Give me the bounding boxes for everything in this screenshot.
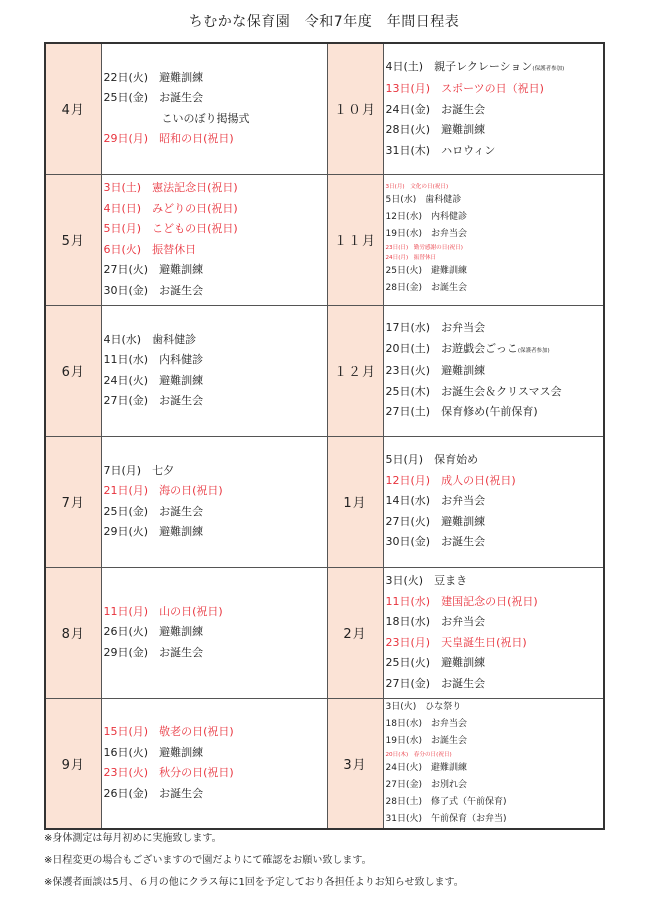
event-text: 26日(火) 避難訓練 [103,625,204,639]
event-item [386,253,604,263]
month-cell: 6月 [45,305,101,436]
event-text: 3日(土) 憲法記念日(祝日) [103,181,238,194]
event-item [386,141,604,162]
event-text: 19日(水) お誕生会 [385,735,467,746]
event-text: 31日(火) 午前保育（お弁当) [385,813,507,824]
event-item [104,622,327,643]
event-text: 24日(月) 振替休日 [385,255,437,261]
event-text: 22日(火) 避難訓練 [103,70,204,84]
event-item [104,129,327,150]
event-item [104,522,327,543]
month-cell: 8月 [45,567,101,698]
event-text: 3日(火) 豆まき [385,574,468,587]
events-cell [383,698,604,829]
events-cell [101,698,327,829]
event-text: 16日(火) 避難訓練 [103,745,204,759]
event-text: 3日(火) ひな祭り [385,701,462,712]
event-text: 27日(土) 保育修め(午前保育) [385,405,538,419]
event-item [104,602,327,623]
event-item [386,120,604,141]
event-item [104,784,327,805]
note-schedule-change: ※日程変更の場合もございますので園だよりにて確認をお願い致します。 [44,855,372,866]
event-text: 17日(水) お弁当会 [385,321,486,335]
event-text: 5日(水) 歯科健診 [385,195,462,205]
event-item [386,491,604,512]
events-cell [383,567,604,698]
events-cell [383,43,604,174]
event-text: 23日(火) 避難訓練 [385,364,486,378]
event-text: 27日(火) 避難訓練 [103,263,204,276]
event-item [104,281,327,302]
note-measurement: ※身体測定は毎月初めに実施致します。 [44,833,222,844]
event-item [104,350,327,371]
events-cell [101,567,327,698]
page-title: ちむかな保育園 令和7年度 年間日程表 [188,14,460,30]
event-text: 24日(火) 避難訓練 [385,762,467,773]
event-item [104,502,327,523]
notes [44,828,644,894]
event-text: 12日(水) 内科健診 [385,212,467,222]
event-text: 31日(木) ハロウィン [385,143,496,157]
event-item [386,339,604,362]
event-text: 30日(金) お誕生会 [385,535,486,549]
event-item [386,571,604,592]
event-text: 28日(土) 修了式（午前保育) [385,796,507,807]
events-cell [101,436,327,567]
event-item [104,260,327,281]
table-row [45,567,604,698]
month-cell: １２月 [327,305,383,436]
event-item [386,79,604,100]
events-cell [101,43,327,174]
event-text: 27日(金) お誕生会 [103,394,204,407]
event-item [386,760,604,777]
event-text: 12日(月) 成人の日(祝日) [385,473,516,487]
event-item [386,777,604,794]
event-text: 23日(火) 秋分の日(祝日) [103,766,234,779]
event-item [386,733,604,750]
month-cell: 5月 [45,174,101,305]
event-item [104,109,327,130]
event-text: 24日(火) 避難訓練 [103,373,204,387]
event-text: 11日(月) 山の日(祝日) [103,604,223,618]
event-item [104,330,327,351]
events-cell [383,305,604,436]
schedule-table [44,42,605,830]
event-text: 15日(月) 敬老の日(祝日) [103,725,234,738]
month-cell: １０月 [327,43,383,174]
event-item [104,481,327,502]
event-text: 27日(金) お誕生会 [385,676,486,690]
event-item [386,450,604,471]
month-cell: １１月 [327,174,383,305]
event-text: 25日(金) お誕生会 [103,504,204,518]
event-item [386,653,604,674]
event-item [386,716,604,733]
event-item [386,280,604,297]
event-item [104,371,327,392]
month-cell: 4月 [45,43,101,174]
event-item [386,750,604,760]
events-cell [383,174,604,305]
event-text: 27日(火) 避難訓練 [385,514,486,528]
event-item [386,794,604,811]
event-text: 25日(火) 避難訓練 [385,656,486,669]
event-item [386,382,604,403]
month-cell: 1月 [327,436,383,567]
events-cell [383,436,604,567]
event-item [386,226,604,243]
event-item [104,199,327,220]
event-text: 18日(水) お弁当会 [385,615,486,628]
event-text: 23日(月) 天皇誕生日(祝日) [385,635,527,649]
events-cell [101,305,327,436]
event-item [386,471,604,492]
event-item [386,532,604,553]
event-text: 25日(火) 避難訓練 [385,266,467,276]
event-text: 19日(水) お弁当会 [385,229,467,239]
event-item [104,763,327,784]
note-parent-interview: ※保護者面談は5月、６月の他にクラス毎に1回を予定しており各担任よりお知らせ致します。 [44,877,464,888]
event-item [104,722,327,743]
event-text: 20日(土) お遊戯会ごっこ [385,341,518,355]
month-cell: 9月 [45,698,101,829]
event-text: 13日(月) スポーツの日（祝日) [385,82,544,95]
month-cell: 7月 [45,436,101,567]
event-text: 25日(金) お誕生会 [103,91,204,105]
table-row [45,43,604,174]
event-text: 4日(土) 親子レクレーション [385,59,533,73]
event-text: 29日(月) 昭和の日(祝日) [103,132,234,146]
table-row [45,174,604,305]
event-text: 6日(火) 振替休日 [103,242,197,256]
event-text: 29日(金) お誕生会 [103,645,204,659]
event-item [386,512,604,533]
event-text: 18日(水) お弁当会 [385,718,467,729]
event-text: 5日(月) こどもの日(祝日) [103,222,238,235]
event-item [386,811,604,828]
event-item [386,592,604,613]
event-text: 23日(日) 勤労感謝の日(祝日) [385,245,463,251]
event-item [104,743,327,764]
event-item [386,318,604,339]
event-text: こいのぼり掲揚式 [161,111,250,125]
table-row [45,698,604,829]
event-text: 25日(木) お誕生会＆クリスマス会 [385,384,562,398]
event-text: 28日(火) 避難訓練 [385,123,486,136]
month-cell: 3月 [327,698,383,829]
event-item [104,68,327,89]
event-item [386,633,604,654]
table-row [45,305,604,436]
event-text: 30日(金) お誕生会 [103,283,204,297]
table-row [45,436,604,567]
event-item [104,219,327,240]
event-item [386,699,604,716]
event-item [104,240,327,261]
event-note: (保護者参加) [532,65,565,72]
schedule-body [45,43,604,829]
event-item [104,391,327,412]
event-text: 26日(金) お誕生会 [103,786,204,800]
event-item [386,402,604,423]
event-item [104,643,327,664]
event-text: 24日(金) お誕生会 [385,102,486,116]
event-text: 11日(水) 内科健診 [103,353,204,366]
event-text: 5日(月) 保育始め [385,453,479,467]
event-text: 20日(木) 春分の日(祝日) [385,751,452,758]
event-item [386,263,604,280]
event-item [386,243,604,253]
event-item [386,57,604,80]
event-item [104,461,327,482]
event-text: 7日(月) 七夕 [103,463,175,477]
event-text: 28日(金) お誕生会 [385,283,467,293]
event-item [386,209,604,226]
event-item [386,182,604,192]
event-text: 3日(月) 文化の日(祝日) [385,184,449,190]
month-cell: 2月 [327,567,383,698]
event-item [386,192,604,209]
event-text: 27日(金) お別れ会 [385,779,467,790]
event-text: 29日(火) 避難訓練 [103,525,204,538]
event-text: 4日(水) 歯科健診 [103,332,197,346]
event-text: 21日(月) 海の日(祝日) [103,484,223,497]
event-item [386,100,604,121]
events-cell [101,174,327,305]
event-item [386,674,604,695]
event-item [386,361,604,382]
event-item [104,178,327,199]
event-text: 4日(日) みどりの日(祝日) [103,201,238,215]
event-text: 14日(水) お弁当会 [385,494,486,508]
event-item [386,612,604,633]
event-item [104,88,327,109]
event-note: (保護者参加) [517,347,550,354]
event-text: 11日(水) 建国記念の日(祝日) [385,594,538,608]
